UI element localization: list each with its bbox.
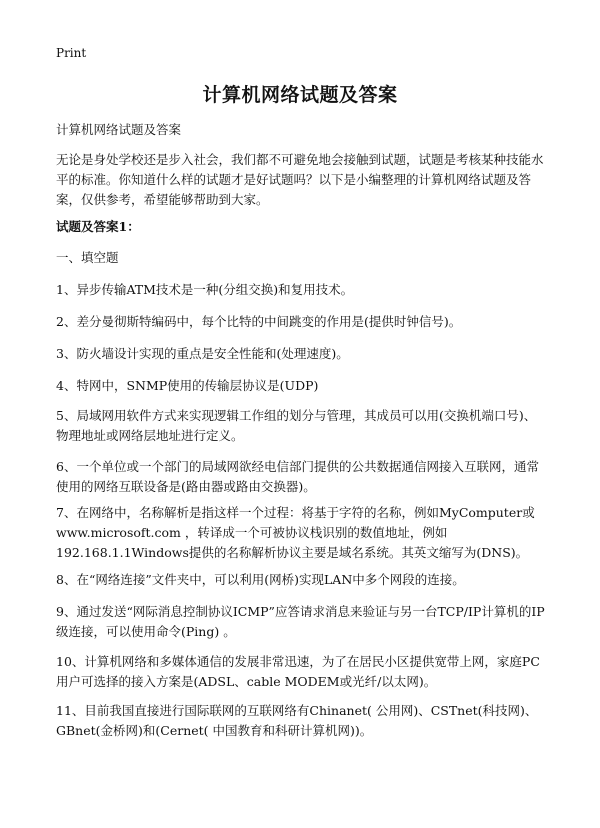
print-label: Print — [56, 46, 87, 60]
question-item-10: 10、计算机网络和多媒体通信的发展非常迅速，为了在居民小区提供宽带上网，家庭PC用户可选择的接入方案是(ADSL、cable MODEM或光纤/以太网)。 — [56, 654, 540, 689]
section-heading: 试题及答案1： — [56, 219, 140, 234]
document-title: 计算机网络试题及答案 — [202, 84, 398, 106]
intro-paragraph: 无论是身处学校还是步入社会，我们都不可避免地会接触到试题，试题是考核某种技能水平的标准。你知道什么样的试题才是好试题吗？以下是小编整理的计算机网络试题及答案，仅供参考，希望能够帮助到大家。 — [56, 152, 544, 207]
question-item-9: 9、通过发送“网际消息控制协议ICMP”应答请求消息来验证与另一台TCP/IP计算机的IP级连接，可以使用命令(Ping) 。 — [56, 604, 545, 639]
question-item-7: 7、在网络中，名称解析是指这样一个过程：将基于字符的名称，例如MyComputer或www.microsoft.com ，转译成一个可被协议栈识别的数值地址，例如192.168.1.1Windows提供的名称解析协议主要是域名系统。其英文缩写为(DNS)。 — [56, 505, 535, 560]
question-item-5: 5、局域网用软件方式来实现逻辑工作组的划分与管理，其成员可以用(交换机端口号)、物理地址或网络层地址进行定义。 — [56, 408, 537, 443]
question-item-3: 3、防火墙设计实现的重点是安全性能和(处理速度)。 — [56, 346, 349, 361]
question-item-11: 11、目前我国直接进行国际联网的互联网络有Chinanet( 公用网)、CSTnet(科技网)、GBnet(金桥网)和(Cernet( 中国教育和科研计算机网))。 — [56, 703, 538, 738]
question-item-6: 6、一个单位或一个部门的局域网欲经电信部门提供的公共数据通信网接入互联网，通常使用的网络互联设备是(路由器或路由交换器)。 — [56, 459, 539, 494]
question-item-4: 4、特网中，SNMP使用的传输层协议是(UDP) — [56, 378, 319, 393]
question-item-8: 8、在“网络连接”文件夹中，可以利用(网桥)实现LAN中多个网段的连接。 — [56, 572, 465, 587]
part-heading: 一、填空题 — [56, 250, 119, 265]
question-item-1: 1、异步传输ATM技术是一种(分组交换)和复用技术。 — [56, 282, 354, 297]
question-item-2: 2、差分曼彻斯特编码中，每个比特的中间跳变的作用是(提供时钟信号)。 — [56, 314, 462, 329]
document-subtitle: 计算机网络试题及答案 — [56, 122, 182, 137]
